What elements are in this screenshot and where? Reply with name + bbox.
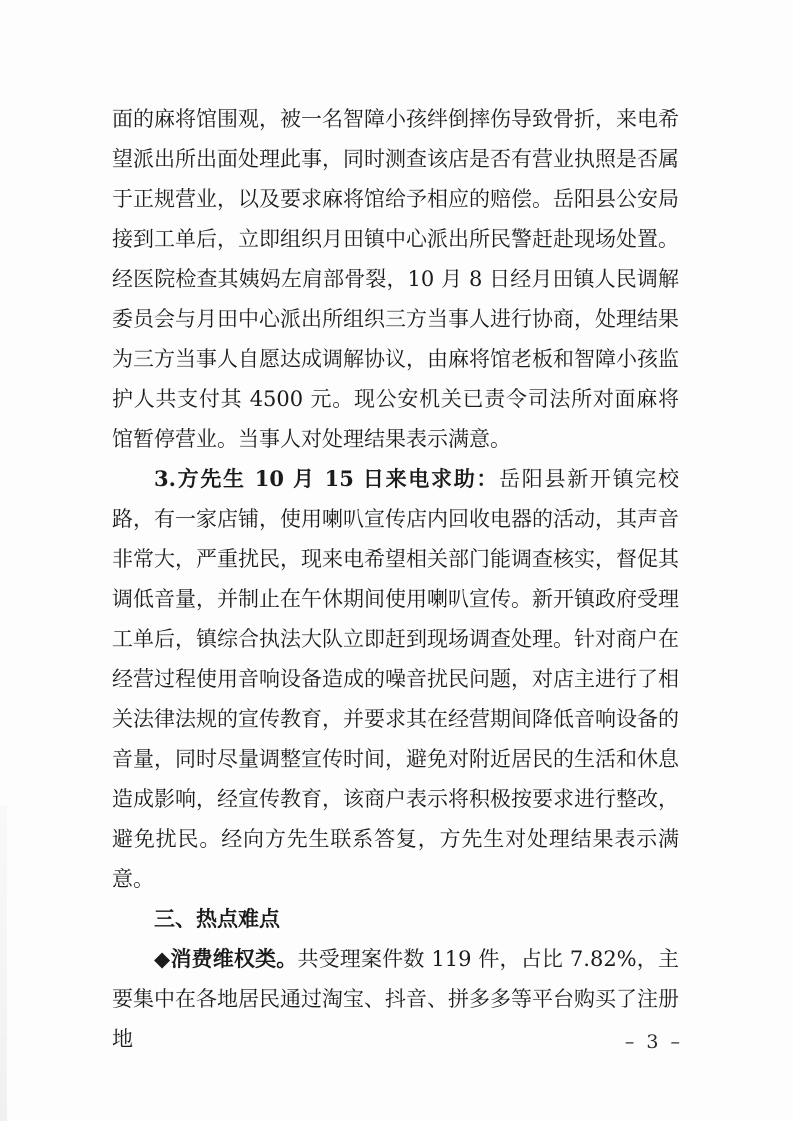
document-body bbox=[112, 99, 679, 1059]
scan-artifact bbox=[0, 805, 7, 1121]
paragraph-case2-continuation: 面的麻将馆围观，被一名智障小孩绊倒摔伤导致骨折，来电希望派出所出面处理此事，同时测查该店是否有营业执照是否属于正规营业，以及要求麻将馆给予相应的赔偿。岳阳县公安局接到工单后，立即组织月田镇中心派出所民警赶赴现场处置。经医院检查其姨妈左肩部骨裂，10 月 8 日经月田镇人民调解委员会与月田中心派出所组织三方当事人进行协商，处理结果为三方当事人自愿达成调解协议，由麻将馆老板和智障小孩监护人共支付其 4500 元。现公安机关已责令司法所对面麻将馆暂停营业。当事人对处理结果表示满意。 bbox=[112, 107, 679, 451]
paragraph-consumer-rights bbox=[112, 939, 679, 1059]
paragraph-case3 bbox=[112, 459, 679, 899]
section-heading-hotspots: 三、热点难点 bbox=[154, 906, 280, 931]
paragraph-consumer-rights-text: 共受理案件数 119 件，占比 7.82%，主要集中在各地居民通过淘宝、抖音、拼多多等平台购买了注册地 bbox=[112, 947, 679, 1051]
paragraph-case3-text: 岳阳县新开镇完校路，有一家店铺，使用喇叭宣传店内回收电器的活动，其声音非常大，严重扰民，现来电希望相关部门能调查核实，督促其调低音量，并制止在午休期间使用喇叭宣传。新开镇政府受理工单后，镇综合执法大队立即赶到现场调查处理。针对商户在经营过程使用音响设备造成的噪音扰民问题，对店主进行了相关法律法规的宣传教育，并要求其在经营期间降低音响设备的音量，同时尽量调整宣传时间，避免对附近居民的生活和休息造成影响，经宣传教育，该商户表示将积极按要求进行整改，避免扰民。经向方先生联系答复，方先生对处理结果表示满意。 bbox=[112, 467, 680, 891]
paragraph-consumer-rights-lead: ◆消费维权类。 bbox=[154, 946, 298, 971]
page-number: – 3 – bbox=[624, 1031, 683, 1053]
paragraph-case3-lead: 3.方先生 10 月 15 日来电求助： bbox=[154, 466, 500, 491]
